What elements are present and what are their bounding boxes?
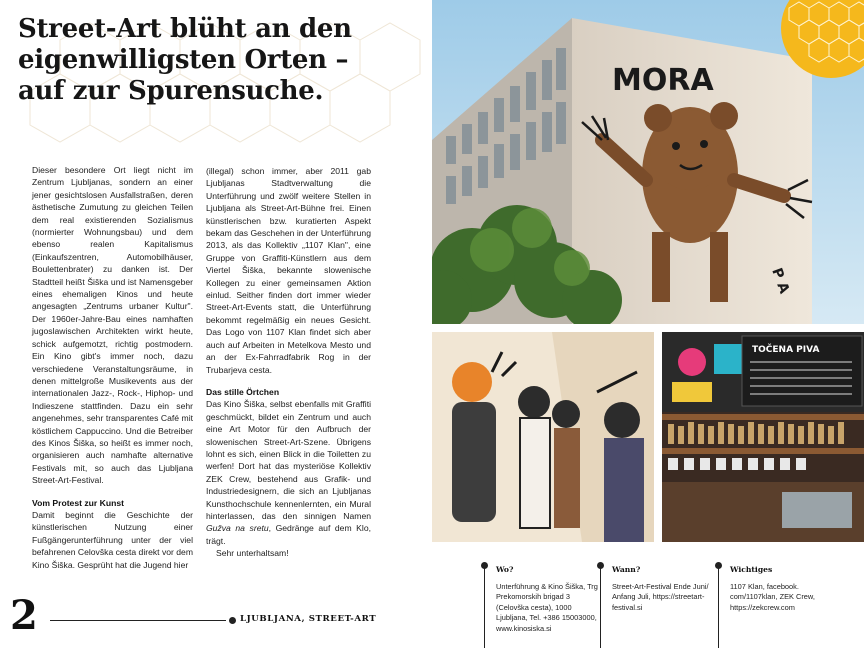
body-closing: Sehr unterhaltsam!	[216, 548, 289, 559]
right-page	[432, 0, 864, 648]
page-headline	[18, 14, 418, 107]
body-paragraph: Damit beginnt die Geschichte der künstlerischen Nutzung einer Fußgängerunterführung unter der viel befahrenen Celovška cesta direkt vor dem Kino Šiška. Gesprüht hat die Jugend hier	[32, 509, 193, 570]
footer-dot	[229, 617, 236, 624]
info-box-important	[718, 562, 828, 613]
page-number: 2	[10, 592, 38, 639]
subheading-toilet: Das stille Örtchen	[206, 386, 280, 397]
body-paragraph: (illegal) schon immer, aber 2011 gab Ljubljanas Stadtverwaltung die Unterführung und zwölf weitere Stellen in Ljubljana als Street-Art-Bühne frei. Einen künstlerischen bzw. kuratierten Aspekt bekam das Geschehen in der Unterführung 2013, als das Kollektiv „1107 Klan", eine Gruppe von Graffiti-Künstlern aus dem Viertel Šiška, bekannte slowenische Kollegen zu einer gemeinsamen Aktion einlud. Seither finden dort immer wieder Street-Art-Events statt, die Unterführung bekommt regelmäßig ein neues Gesicht. Das Logo von 1107 Klan findet sich aber auch auf Arbeiten in Metelkova Mesto und an der Ex-Fahrradfabrik Rog in der Trubarjeva cesta.	[206, 166, 371, 375]
svg-text:P A: P A	[768, 265, 793, 296]
info-text-when: Street-Art-Festival Ende Juni/ Anfang Juli, https://streetart-festival.si	[612, 581, 709, 612]
photo-bar-interior	[662, 332, 864, 542]
mural-title: Gužva na sretu	[206, 523, 269, 534]
yellow-hexagon-decoration	[769, 0, 864, 82]
info-dot	[715, 562, 722, 569]
headline-line-2: eigenwilligsten Orten –	[18, 45, 349, 75]
body-column-1	[32, 164, 193, 571]
info-dot	[597, 562, 604, 569]
info-rule	[718, 566, 719, 648]
bar-board-title: TOČENA PIVA	[752, 345, 820, 355]
info-dot	[481, 562, 488, 569]
info-text-important: 1107 Klan, facebook. com/1107klan, ZEK Crew, https://zekcrew.com	[730, 581, 815, 612]
info-box-when	[600, 562, 720, 613]
info-label-important: Wichtiges	[730, 565, 773, 574]
info-box-where	[484, 562, 604, 635]
info-text-where: Unterführung & Kino Šiška, Trg Prekomorskih brigad 3 (Celovška cesta), 1000 Ljubljana, Tel. +386 15003000, www.kinosiska.si	[496, 581, 598, 633]
info-label-when: Wann?	[612, 565, 641, 574]
running-head: LJUBLJANA, STREET-ART	[240, 614, 377, 624]
subheading-protest: Vom Protest zur Kunst	[32, 497, 124, 508]
body-paragraph: Dieser besondere Ort liegt nicht im Zentrum Ljubljanas, sondern an einer jener gesichtslosen Ausfallstraßen, deren ästhetische Zumutung zu gleichen Teilen dem real existierenden Sozialismus (normierter Wohnungsbau) und dem ebenso realen Kapitalismus (Einkaufszentren, Automobilhäuser, Boulettenbrater) zu danken ist. Der Stadtteil heißt Šiška und ist Namensgeber eines ehemaligen Kinos und heute angesagten „Zentrums urbaner Kultur". Der 1960er-Jahre-Bau eines namhaften jugoslawischen Architekten wirkt heute, schick aufgemotzt, richtig postmodern. Ein Kino gibt's immer noch, dazu verschiedene Veranstaltungsräume, in denen mittelgroße Musikevents aus der internationalen Jazz-, Rock-, Hiphop- und Indieszene stattfinden. Dazu ein sehr angenehmes, sehr transparentes Café mit köstlichem Cappuccino. Und die Betreiber des Kinos Šiška, so heißt es immer noch, organisieren auch namhafte alternative Festivals mit, so auch das Ljubljana Street-Art-Festival.	[32, 165, 193, 486]
headline-line-3: auf zur Spurensuche.	[18, 76, 324, 106]
footer-rule	[50, 620, 226, 621]
photo-wall-mural-figures	[432, 332, 654, 542]
headline-line-1: Street-Art blüht an den	[18, 14, 352, 44]
body-paragraph: Das Kino Šiška, selbst ebenfalls mit Graffiti geschmückt, bildet ein Zentrum und auch eine Art Motor für den Aufbruch der slowenischen Street-Art-Szene. Übrigens lohnt es sich, einen Blick in die Toiletten zu werfen! Dort hat das mysteriöse Kollektiv ZEK Crew, bestehend aus Grafik- und Industriedesignern, die sich an Ljubljanas Kunsthochschule kennenlernten, ein Mural hinterlassen, das den sinnigen Namen Gužva na sretu, Gedränge auf dem Klo, trägt.	[206, 399, 371, 546]
body-column-2	[206, 165, 371, 560]
info-rule	[600, 566, 601, 648]
info-rule	[484, 566, 485, 648]
info-label-where: Wo?	[496, 565, 514, 574]
mural-lettering: MORA	[612, 63, 714, 98]
